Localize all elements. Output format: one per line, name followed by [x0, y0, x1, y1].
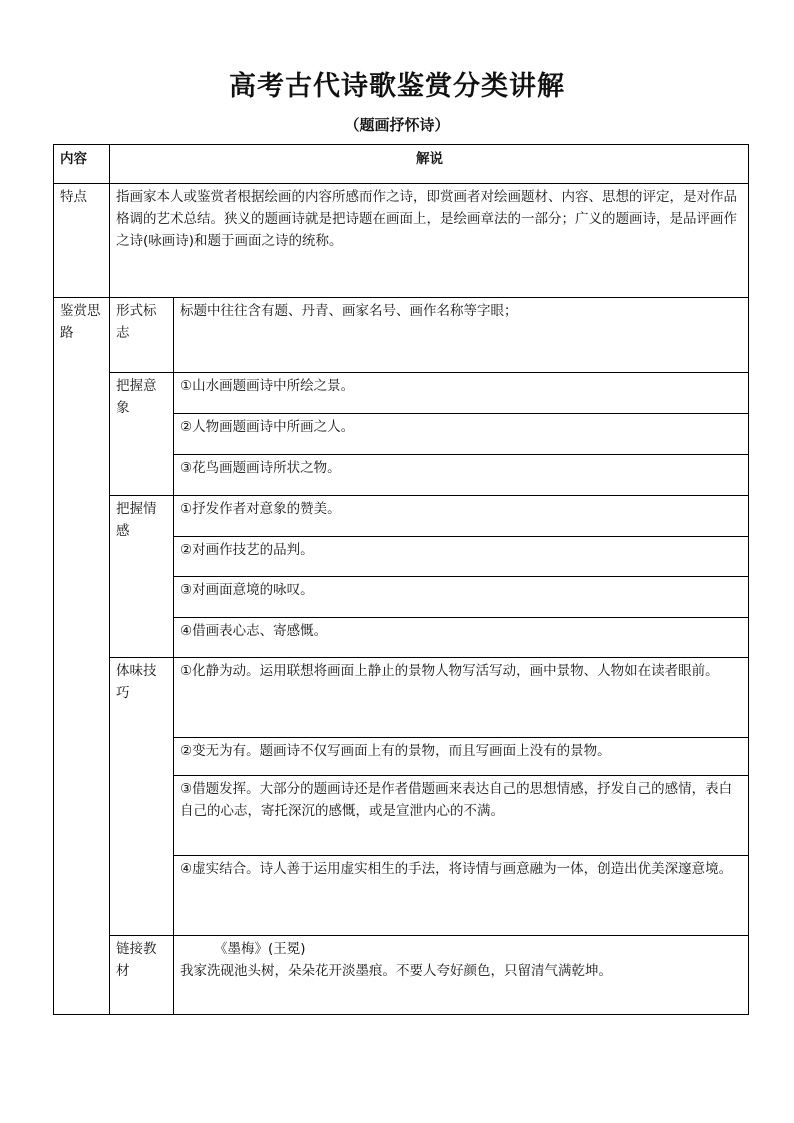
poem-text: 我家洗砚池头树，朵朵花开淡墨痕。不要人夸好颜色，只留清气满乾坤。 — [180, 963, 612, 979]
imagery-item: ①山水画题画诗中所绘之景。 — [174, 373, 749, 414]
form-mark-row — [54, 298, 749, 373]
imagery-row — [54, 373, 749, 414]
poem-title: 《墨梅》(王冕) — [214, 941, 306, 957]
emotion-row — [54, 496, 749, 537]
material-row — [54, 936, 749, 1015]
emotion-label: 把握情感 — [110, 496, 174, 658]
technique-item: ①化静为动。运用联想将画面上静止的景物人物写活写动，画中景物、人物如在读者眼前。 — [174, 658, 749, 738]
form-mark-text: 标题中往往含有题、丹青、画家名号、画作名称等字眼； — [174, 298, 749, 373]
technique-label: 体味技巧 — [110, 658, 174, 936]
imagery-item: ③花鸟画题画诗所状之物。 — [174, 455, 749, 496]
feature-row — [54, 184, 749, 298]
technique-item: ③借题发挥。大部分的题画诗还是作者借题画来表达自己的思想情感，抒发自己的感情，表白自己的心志，寄托深沉的感慨，或是宣泄内心的不满。 — [174, 776, 749, 856]
feature-label: 特点 — [54, 184, 110, 298]
technique-item: ④虚实结合。诗人善于运用虚实相生的手法，将诗情与画意融为一体，创造出优美深邃意境。 — [174, 856, 749, 936]
technique-item: ②变无为有。题画诗不仅写画面上有的景物，而且写画面上没有的景物。 — [174, 738, 749, 776]
document-subtitle: （题画抒怀诗） — [344, 116, 450, 134]
material-content — [174, 936, 749, 1015]
emotion-item: ①抒发作者对意象的赞美。 — [174, 496, 749, 537]
imagery-label: 把握意象 — [110, 373, 174, 496]
form-mark-label: 形式标志 — [110, 298, 174, 373]
imagery-item: ②人物画题画诗中所画之人。 — [174, 414, 749, 455]
header-content: 内容 — [54, 145, 110, 184]
header-explanation: 解说 — [110, 145, 749, 184]
table-header-row — [54, 145, 749, 184]
emotion-item: ④借画表心志、寄感慨。 — [174, 618, 749, 658]
emotion-item: ②对画作技艺的品判。 — [174, 537, 749, 577]
material-label: 链接教材 — [110, 936, 174, 1015]
approach-label: 鉴赏思路 — [54, 298, 110, 1015]
document-title: 高考古代诗歌鉴赏分类讲解 — [229, 71, 565, 102]
feature-text: 指画家本人或鉴赏者根据绘画的内容所感而作之诗，即赏画者对绘画题材、内容、思想的评定，是对作品格调的艺术总结。狭义的题画诗就是把诗题在画面上，是绘画章法的一部分；广义的题画诗，是品评画作之诗(咏画诗)和题于画面之诗的统称。 — [110, 184, 749, 298]
emotion-item: ③对画面意境的咏叹。 — [174, 577, 749, 618]
technique-row — [54, 658, 749, 738]
content-table — [53, 144, 749, 1015]
